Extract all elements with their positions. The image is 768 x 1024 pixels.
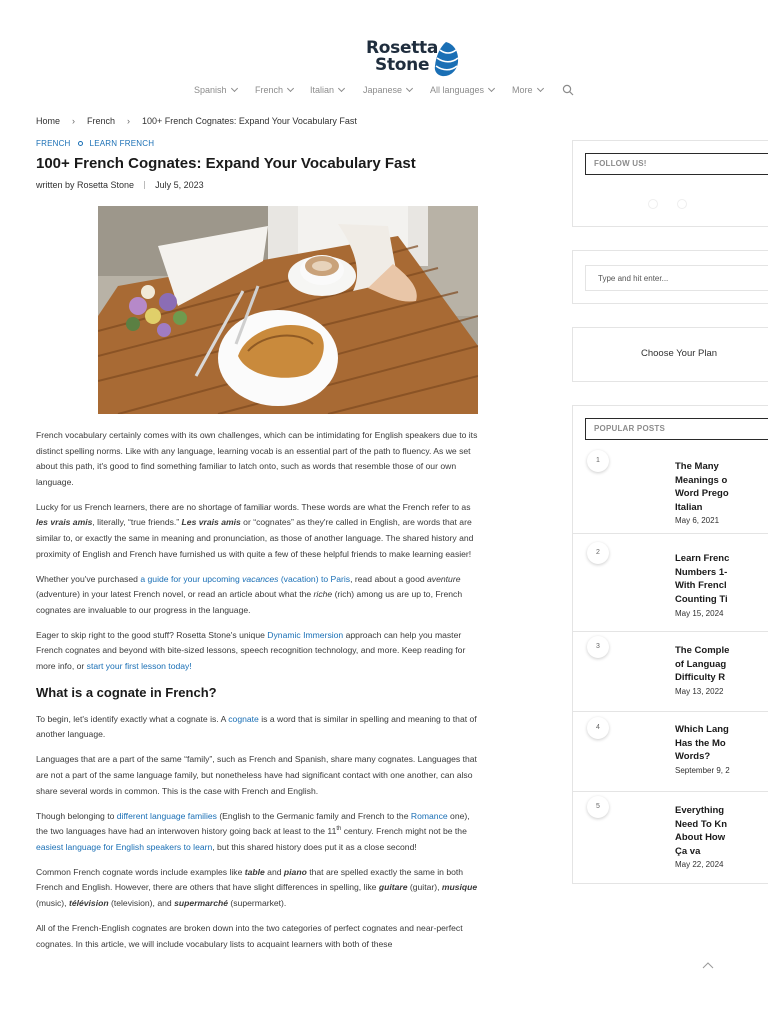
chevron-right-icon: › xyxy=(127,116,131,126)
choose-plan-button[interactable]: Choose Your Plan xyxy=(641,348,718,359)
paragraph-categories: All of the French-English cognates are broken down into the two categories of perfect cognates and near-perfect cognates. In this article, we will include vocabulary lists to acquaint learners with both of these xyxy=(36,922,463,949)
paragraph-intro: French vocabulary certainly comes with its own challenges, which can be intimidating for English speakers due to its distinct spelling norms. Like with any language, learning vocab is an essential part of the path to fluency. As we set about this path, it's good to find something familiar to latch onto, such as words that resemble those of our own language. xyxy=(36,430,478,487)
post-rank-badge: 4 xyxy=(587,717,609,739)
post-rank-badge: 3 xyxy=(587,636,609,658)
logo-stone-icon xyxy=(432,40,460,78)
post-date: May 6, 2021 xyxy=(675,516,720,525)
logo-wordmark: Rosetta Stone xyxy=(366,38,439,75)
back-to-top-icon[interactable] xyxy=(702,961,714,969)
follow-us-widget xyxy=(572,140,768,227)
article-date: July 5, 2023 xyxy=(155,180,204,190)
meta-divider xyxy=(144,181,145,189)
popular-post[interactable] xyxy=(573,534,768,632)
nav-french[interactable]: French xyxy=(255,85,293,95)
social-icon[interactable] xyxy=(648,199,658,209)
category-french[interactable]: FRENCH xyxy=(36,139,71,148)
category-links xyxy=(36,139,154,148)
section-heading: What is a cognate in French? xyxy=(36,684,217,700)
article-title: 100+ French Cognates: Expand Your Vocabulary Fast xyxy=(36,155,416,172)
chevron-down-icon xyxy=(488,85,495,92)
post-title[interactable]: Everything Need To Kn About How Ça va xyxy=(675,805,728,857)
post-date: May 13, 2022 xyxy=(675,687,724,696)
chevron-down-icon xyxy=(287,85,294,92)
post-rank-badge: 5 xyxy=(587,796,609,818)
paragraph-eager: Eager to skip right to the good stuff? Rosetta Stone's unique Dynamic Immersion approach can help you master French cognates and beyond with bite-sized lessons, speech recognition technology, and more. Keep reading for more info, or start your first lesson today! xyxy=(36,629,466,671)
post-date: September 9, 2 xyxy=(675,766,730,775)
article-author[interactable]: written by Rosetta Stone xyxy=(36,180,135,190)
breadcrumb-french[interactable]: French xyxy=(87,116,116,126)
post-title[interactable]: The Many Meanings o Word Prego Italian xyxy=(675,461,729,513)
sidebar-search-input[interactable]: Type and hit enter... xyxy=(585,265,768,291)
popular-post[interactable] xyxy=(573,632,768,712)
breadcrumb xyxy=(36,116,357,126)
separator-dot-icon xyxy=(78,141,83,146)
post-date: May 22, 2024 xyxy=(675,860,724,869)
post-title[interactable]: The Comple of Languag Difficulty R xyxy=(675,645,730,683)
chevron-down-icon xyxy=(406,85,413,92)
nav-japanese[interactable]: Japanese xyxy=(363,85,412,95)
paragraph-examples: Common French cognate words include examples like table and piano that are spelled exactly the same in both French and English. However, there are others that have slight differences in spelling, like guitare (guitar), musique (music), télévision (television), and supermarché (supermarket). xyxy=(36,866,478,908)
easiest-language-link[interactable]: easiest language for English speakers to learn xyxy=(36,841,213,852)
paragraph-vrais-amis: Lucky for us French learners, there are no shortage of familiar words. These words are what the French refer to as les vrais amis, literally, “true friends.” Les vrais amis or “cognates” as they're called in English, are words that are similar to, or exactly the same in meaning and pronunciation, as those of another language. The shared history and proximity of English and French have furnished us with quite a few of these helpful friends to make learning easier! xyxy=(36,501,474,559)
cognate-link[interactable]: cognate xyxy=(228,713,259,724)
nav-italian[interactable]: Italian xyxy=(310,85,344,95)
breadcrumb-home[interactable]: Home xyxy=(36,116,61,126)
paragraph-guide: Whether you've purchased a guide for your upcoming vacances (vacation) to Paris, read about a good aventure (adventure) in your latest French novel, or read an article about what the riche (rich) among us are up to, French cognates are invaluable to our progress in the language. xyxy=(36,573,463,615)
paris-guide-link[interactable]: a guide for your upcoming vacances (vacation) to Paris xyxy=(140,573,351,584)
popular-post[interactable] xyxy=(573,446,768,534)
paragraph-cognate-def: To begin, let's identify exactly what a cognate is. A cognate is a word that is similar in spelling and meaning to that of another language. xyxy=(36,713,477,740)
social-icon[interactable] xyxy=(677,199,687,209)
category-learn-french[interactable]: LEARN FRENCH xyxy=(89,139,155,148)
sidebar-search-widget xyxy=(572,250,768,304)
start-lesson-link[interactable]: start your first lesson today! xyxy=(86,660,192,671)
breadcrumb-current: 100+ French Cognates: Expand Your Vocabulary Fast xyxy=(142,116,357,126)
rosetta-stone-logo[interactable] xyxy=(366,40,462,78)
post-title[interactable]: Learn Frenc Numbers 1- With Frencl Counting Ti xyxy=(675,553,730,605)
post-rank-badge: 2 xyxy=(587,542,609,564)
paragraph-history: Though belonging to different language families (English to the Germanic family and French to the Romance one), the two languages have had an interwoven history going back at least to the 11th century. French might not be the easiest language for English speakers to learn, but this shared history does put it as a close second! xyxy=(36,810,470,852)
main-nav xyxy=(0,85,768,99)
dynamic-immersion-link[interactable]: Dynamic Immersion xyxy=(267,629,344,640)
article-body xyxy=(36,428,482,962)
romance-link[interactable]: Romance xyxy=(410,810,448,821)
search-icon[interactable] xyxy=(562,84,574,96)
chevron-down-icon xyxy=(338,85,345,92)
popular-posts-heading: POPULAR POSTS xyxy=(585,418,768,440)
popular-posts-widget xyxy=(572,405,768,884)
post-date: May 15, 2024 xyxy=(675,609,724,618)
language-families-link[interactable]: different language families xyxy=(116,810,217,821)
chevron-right-icon: › xyxy=(72,116,76,126)
chevron-down-icon xyxy=(230,85,237,92)
nav-all-languages[interactable]: All languages xyxy=(430,85,494,95)
post-rank-badge: 1 xyxy=(587,450,609,472)
paragraph-families: Languages that are a part of the same “family”, such as French and Spanish, share many cognates. Languages that are not a part of the same language family, but nonetheless have had significant contact with one another, can also share several words in common. This is the case with French and English. xyxy=(36,754,477,796)
chevron-down-icon xyxy=(536,85,543,92)
article-meta xyxy=(36,180,204,190)
nav-spanish[interactable]: Spanish xyxy=(194,85,237,95)
popular-post[interactable] xyxy=(573,792,768,884)
follow-us-heading: FOLLOW US! xyxy=(585,153,768,175)
choose-plan-widget xyxy=(572,327,768,382)
hero-image-croissant-coffee xyxy=(98,206,478,414)
post-title[interactable]: Which Lang Has the Mo Words? xyxy=(675,724,729,762)
nav-more[interactable]: More xyxy=(512,85,543,95)
popular-post[interactable] xyxy=(573,712,768,792)
